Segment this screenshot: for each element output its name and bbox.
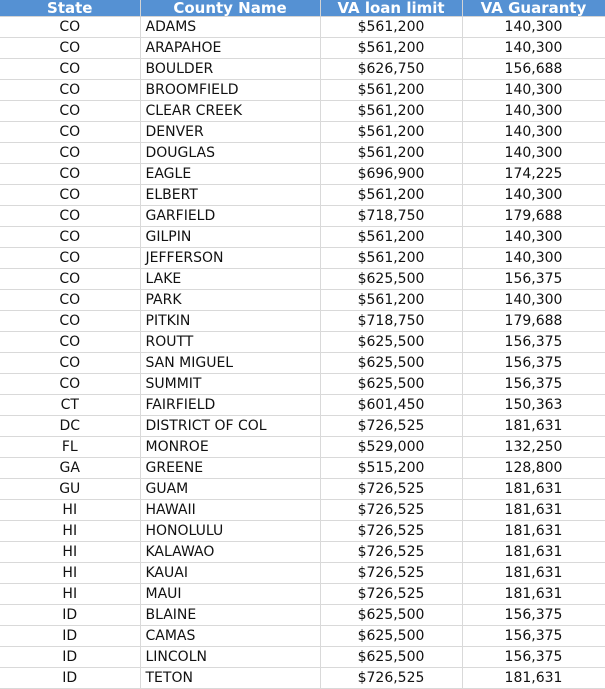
va-loan-limit-cell[interactable]: $561,200	[320, 185, 462, 206]
va-loan-limit-cell[interactable]: $726,525	[320, 563, 462, 584]
va-loan-limit-cell[interactable]: $625,500	[320, 353, 462, 374]
state-cell[interactable]: CO	[0, 38, 140, 59]
table-row	[0, 395, 605, 416]
state-cell[interactable]: CO	[0, 311, 140, 332]
state-cell[interactable]: HI	[0, 542, 140, 563]
county-name-cell[interactable]: MONROE	[140, 437, 320, 458]
state-cell[interactable]: DC	[0, 416, 140, 437]
state-cell[interactable]: ID	[0, 626, 140, 647]
county-name-cell[interactable]: BOULDER	[140, 59, 320, 80]
table-row	[0, 185, 605, 206]
va-loan-limit-cell[interactable]: $625,500	[320, 374, 462, 395]
state-cell[interactable]: CO	[0, 17, 140, 38]
table-header	[0, 0, 605, 17]
va-guaranty-cell[interactable]: 181,631	[462, 542, 605, 563]
table-row	[0, 416, 605, 437]
county-name-cell[interactable]: ADAMS	[140, 17, 320, 38]
table-row	[0, 80, 605, 101]
table-row	[0, 122, 605, 143]
va-loan-limit-cell[interactable]: $561,200	[320, 38, 462, 59]
county-name-cell[interactable]: LINCOLN	[140, 647, 320, 668]
table-row	[0, 584, 605, 605]
county-name-cell[interactable]: ROUTT	[140, 332, 320, 353]
county-name-cell[interactable]: CAMAS	[140, 626, 320, 647]
va-guaranty-cell[interactable]: 181,631	[462, 479, 605, 500]
header-state[interactable]: State	[0, 0, 140, 17]
table-row	[0, 626, 605, 647]
va-guaranty-cell[interactable]: 140,300	[462, 227, 605, 248]
table-body	[0, 17, 605, 689]
table-row	[0, 563, 605, 584]
county-name-cell[interactable]: JEFFERSON	[140, 248, 320, 269]
table-row	[0, 59, 605, 80]
county-name-cell[interactable]: MAUI	[140, 584, 320, 605]
va-loan-limit-cell[interactable]: $515,200	[320, 458, 462, 479]
va-loan-limit-cell[interactable]: $626,750	[320, 59, 462, 80]
table-row	[0, 290, 605, 311]
va-loan-limit-cell[interactable]: $561,200	[320, 17, 462, 38]
county-name-cell[interactable]: ARAPAHOE	[140, 38, 320, 59]
va-guaranty-cell[interactable]: 181,631	[462, 500, 605, 521]
va-loan-limit-cell[interactable]: $561,200	[320, 290, 462, 311]
state-cell[interactable]: ID	[0, 647, 140, 668]
va-loan-limit-cell[interactable]: $718,750	[320, 206, 462, 227]
table-row	[0, 17, 605, 38]
table-row	[0, 206, 605, 227]
county-name-cell[interactable]: EAGLE	[140, 164, 320, 185]
table-row	[0, 101, 605, 122]
state-cell[interactable]: ID	[0, 605, 140, 626]
va-guaranty-cell[interactable]: 140,300	[462, 122, 605, 143]
va-guaranty-cell[interactable]: 156,375	[462, 353, 605, 374]
va-guaranty-cell[interactable]: 140,300	[462, 290, 605, 311]
table-row	[0, 605, 605, 626]
county-name-cell[interactable]: GUAM	[140, 479, 320, 500]
table-row	[0, 38, 605, 59]
va-guaranty-cell[interactable]: 140,300	[462, 143, 605, 164]
va-guaranty-cell[interactable]: 140,300	[462, 80, 605, 101]
state-cell[interactable]: CO	[0, 185, 140, 206]
va-guaranty-cell[interactable]: 181,631	[462, 416, 605, 437]
va-loan-limit-cell[interactable]: $561,200	[320, 101, 462, 122]
table-row	[0, 227, 605, 248]
va-guaranty-cell[interactable]: 156,375	[462, 605, 605, 626]
county-name-cell[interactable]: FAIRFIELD	[140, 395, 320, 416]
va-guaranty-cell[interactable]: 140,300	[462, 17, 605, 38]
table-row	[0, 647, 605, 668]
va-loan-limit-cell[interactable]: $726,525	[320, 416, 462, 437]
table-row	[0, 542, 605, 563]
county-name-cell[interactable]: ELBERT	[140, 185, 320, 206]
table-row	[0, 437, 605, 458]
county-name-cell[interactable]: KALAWAO	[140, 542, 320, 563]
va-guaranty-cell[interactable]: 140,300	[462, 248, 605, 269]
table-row	[0, 164, 605, 185]
county-name-cell[interactable]: DISTRICT OF COL	[140, 416, 320, 437]
state-cell[interactable]: CO	[0, 227, 140, 248]
county-name-cell[interactable]: SAN MIGUEL	[140, 353, 320, 374]
header-row	[0, 0, 605, 17]
table-row	[0, 311, 605, 332]
va-loan-limit-cell[interactable]: $625,500	[320, 332, 462, 353]
va-guaranty-cell[interactable]: 181,631	[462, 563, 605, 584]
state-cell[interactable]: HI	[0, 521, 140, 542]
table-row	[0, 248, 605, 269]
county-name-cell[interactable]: BROOMFIELD	[140, 80, 320, 101]
va-loan-limit-cell[interactable]: $726,525	[320, 500, 462, 521]
county-name-cell[interactable]: GREENE	[140, 458, 320, 479]
state-cell[interactable]: CO	[0, 290, 140, 311]
state-cell[interactable]: CO	[0, 374, 140, 395]
county-name-cell[interactable]: GILPIN	[140, 227, 320, 248]
table-row	[0, 521, 605, 542]
va-loan-limit-cell[interactable]: $726,525	[320, 521, 462, 542]
county-name-cell[interactable]: KAUAI	[140, 563, 320, 584]
county-name-cell[interactable]: BLAINE	[140, 605, 320, 626]
state-cell[interactable]: CO	[0, 248, 140, 269]
county-name-cell[interactable]: PARK	[140, 290, 320, 311]
county-name-cell[interactable]: DENVER	[140, 122, 320, 143]
table-row	[0, 374, 605, 395]
state-cell[interactable]: CO	[0, 101, 140, 122]
table-row	[0, 500, 605, 521]
table-row	[0, 458, 605, 479]
va-loan-limit-cell[interactable]: $625,500	[320, 626, 462, 647]
va-guaranty-cell[interactable]: 156,375	[462, 647, 605, 668]
va-guaranty-cell[interactable]: 181,631	[462, 668, 605, 689]
va-guaranty-cell[interactable]: 140,300	[462, 38, 605, 59]
state-cell[interactable]: FL	[0, 437, 140, 458]
county-name-cell[interactable]: GARFIELD	[140, 206, 320, 227]
va-loan-limit-cell[interactable]: $529,000	[320, 437, 462, 458]
va-guaranty-cell[interactable]: 181,631	[462, 521, 605, 542]
va-guaranty-cell[interactable]: 140,300	[462, 185, 605, 206]
state-cell[interactable]: GA	[0, 458, 140, 479]
table-row	[0, 353, 605, 374]
va-loan-limit-cell[interactable]: $561,200	[320, 143, 462, 164]
va-loan-limit-cell[interactable]: $696,900	[320, 164, 462, 185]
table-row	[0, 479, 605, 500]
county-name-cell[interactable]: HAWAII	[140, 500, 320, 521]
va-loan-limit-cell[interactable]: $625,500	[320, 647, 462, 668]
header-va-guaranty[interactable]: VA Guaranty	[462, 0, 605, 17]
va-guaranty-cell[interactable]: 174,225	[462, 164, 605, 185]
state-cell[interactable]: CO	[0, 143, 140, 164]
va-loan-limit-cell[interactable]: $561,200	[320, 227, 462, 248]
header-va-loan-limit[interactable]: VA loan limit	[320, 0, 462, 17]
va-guaranty-cell[interactable]: 156,375	[462, 626, 605, 647]
va-guaranty-cell[interactable]: 132,250	[462, 437, 605, 458]
va-loan-limit-cell[interactable]: $561,200	[320, 248, 462, 269]
county-name-cell[interactable]: HONOLULU	[140, 521, 320, 542]
va-guaranty-cell[interactable]: 181,631	[462, 584, 605, 605]
state-cell[interactable]: ID	[0, 668, 140, 689]
va-guaranty-cell[interactable]: 156,375	[462, 269, 605, 290]
county-name-cell[interactable]: DOUGLAS	[140, 143, 320, 164]
va-guaranty-cell[interactable]: 150,363	[462, 395, 605, 416]
va-guaranty-cell[interactable]: 156,375	[462, 332, 605, 353]
va-loan-limit-cell[interactable]: $718,750	[320, 311, 462, 332]
va-loan-limit-cell[interactable]: $625,500	[320, 605, 462, 626]
county-name-cell[interactable]: LAKE	[140, 269, 320, 290]
table-row	[0, 332, 605, 353]
state-cell[interactable]: HI	[0, 500, 140, 521]
state-cell[interactable]: CO	[0, 206, 140, 227]
va-loan-limit-cell[interactable]: $601,450	[320, 395, 462, 416]
state-cell[interactable]: CO	[0, 164, 140, 185]
table-row	[0, 668, 605, 689]
va-loan-limit-cell[interactable]: $726,525	[320, 479, 462, 500]
va-guaranty-cell[interactable]: 156,375	[462, 374, 605, 395]
table-row	[0, 143, 605, 164]
state-cell[interactable]: CO	[0, 353, 140, 374]
state-cell[interactable]: CO	[0, 122, 140, 143]
county-name-cell[interactable]: CLEAR CREEK	[140, 101, 320, 122]
va-loan-limit-cell[interactable]: $726,525	[320, 668, 462, 689]
va-guaranty-cell[interactable]: 179,688	[462, 206, 605, 227]
county-name-cell[interactable]: TETON	[140, 668, 320, 689]
va-loan-limit-cell[interactable]: $561,200	[320, 80, 462, 101]
state-cell[interactable]: HI	[0, 563, 140, 584]
va-guaranty-cell[interactable]: 140,300	[462, 101, 605, 122]
county-name-cell[interactable]: PITKIN	[140, 311, 320, 332]
state-cell[interactable]: CO	[0, 80, 140, 101]
va-loan-limit-cell[interactable]: $561,200	[320, 122, 462, 143]
state-cell[interactable]: GU	[0, 479, 140, 500]
va-loan-limit-cell[interactable]: $726,525	[320, 584, 462, 605]
state-cell[interactable]: CO	[0, 59, 140, 80]
va-loan-limit-cell[interactable]: $726,525	[320, 542, 462, 563]
county-name-cell[interactable]: SUMMIT	[140, 374, 320, 395]
state-cell[interactable]: CO	[0, 332, 140, 353]
va-guaranty-cell[interactable]: 128,800	[462, 458, 605, 479]
table-row	[0, 269, 605, 290]
va-loan-limit-cell[interactable]: $625,500	[320, 269, 462, 290]
va-guaranty-cell[interactable]: 179,688	[462, 311, 605, 332]
state-cell[interactable]: HI	[0, 584, 140, 605]
header-county-name[interactable]: County Name	[140, 0, 320, 17]
state-cell[interactable]: CO	[0, 269, 140, 290]
state-cell[interactable]: CT	[0, 395, 140, 416]
va-guaranty-cell[interactable]: 156,688	[462, 59, 605, 80]
